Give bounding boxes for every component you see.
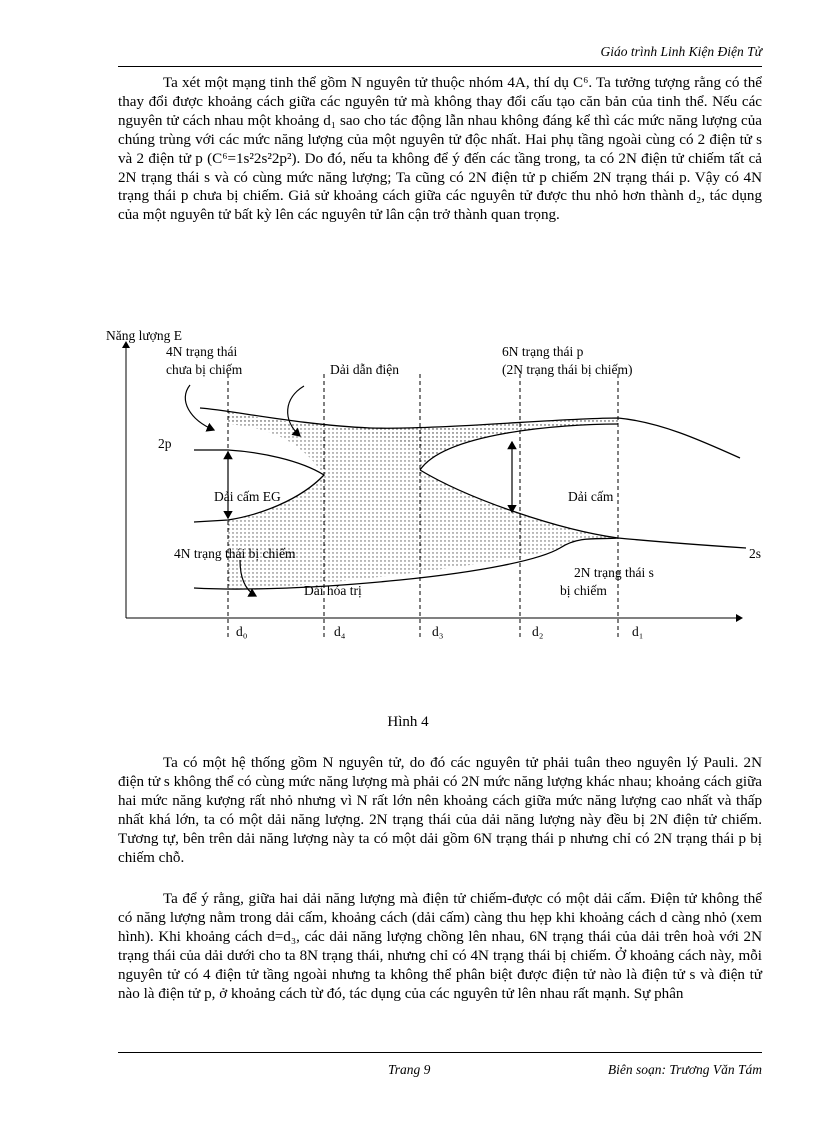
- label-4n-line2: chưa bị chiếm: [166, 362, 243, 377]
- label-6n-line1: 6N trạng thái p: [502, 344, 584, 359]
- label-2n-line1: 2N trạng thái s: [574, 565, 654, 580]
- paragraph-1: Ta xét một mạng tinh thể gồm N nguyên tử thuộc nhóm 4A, thí dụ C⁶. Ta tưởng tượng rằng có thể thay đổi được khoảng cách giữa các nguyên tử mà không thay đổi cấu tạo căn bản của tinh thể. Nếu các nguyên tử cách nhau một khoảng d₁ sao cho tác động lẫn nhau không đáng kể thì các mức năng lượng của chúng trùng với các mức năng lượng của một nguyên tử độc nhất. Hai phụ tầng ngoài cùng có 2 điện tử s và 2 điện tử p (C⁶=1s²2s²2p²). Do đó, nếu ta không để ý đến các tầng trong, ta có 2N điện tử chiếm tất cả 2N trạng thái s và có cùng mức năng lượng; Ta cũng có 2N điện tử p chiếm 2N trạng thái p. Vậy có 4N trạng thái p chưa bị chiếm. Giả sử khoảng cách giữa các nguyên tử được thu nhỏ hơn thành d₂, tác dụng của một nguyên tử bất kỳ lên các nguyên tử lân cận trở thành quan trọng.: [118, 75, 762, 224]
- footer-page-number: Trang 9: [388, 1062, 431, 1077]
- footer-rule: [118, 1052, 762, 1053]
- label-valence: Dải hóa trị: [304, 583, 362, 598]
- label-conduction: Dải dẫn điện: [330, 362, 399, 377]
- tick-label-d3: d₃: [432, 624, 444, 639]
- pointer-4n-unoccupied: [185, 385, 214, 430]
- energy-band-diagram: [0, 318, 816, 648]
- footer-author: Biên soạn: Trương Văn Tám: [607, 1062, 762, 1077]
- label-2s: 2s: [749, 546, 762, 561]
- label-2n-line2: bị chiếm: [560, 583, 607, 598]
- tick-label-d0: d₀: [236, 624, 248, 639]
- tick-label-d4: d₄: [334, 624, 346, 639]
- label-4n-occupied: 4N trạng thái bị chiếm: [174, 546, 296, 561]
- header-rule: [118, 66, 762, 67]
- label-6n-line2: (2N trạng thái bị chiếm): [502, 362, 633, 377]
- y-axis-label: Năng lượng E: [106, 328, 182, 343]
- tick-label-d2: d₂: [532, 624, 544, 639]
- label-gap: Dải cấm: [568, 489, 614, 504]
- paragraph-2: Ta có một hệ thống gồm N nguyên tử, do đó các nguyên tử phải tuân theo nguyên lý Pauli. 2N điện tử s không thể có cùng mức năng lượng mà phải có 2N mức năng lượng khác nhau; khoảng cách giữa hai mức năng kượng rất nhỏ nhưng vì N rất lớn nên khoảng cách giữa mức năng lượng cao nhất và thấp nhất khá lớn, ta có một dải năng lượng. 2N trạng thái của dải năng lượng này đều bị 2N điện tử chiếm. Tương tự, bên trên dải năng lượng này ta có một dải gồm 6N trạng thái p nhưng chỉ có 2N trạng thái p bị chiếm chỗ.: [118, 755, 762, 866]
- upper-inner-left: [194, 450, 324, 475]
- label-2p: 2p: [158, 436, 172, 451]
- figure-caption: Hình 4: [387, 714, 429, 730]
- page-header: Giáo trình Linh Kiện Điện Tử: [600, 44, 762, 59]
- paragraph-3: Ta để ý rằng, giữa hai dải năng lượng mà điện tử chiếm-được có một dải cấm. Điện tử không thể có năng lượng nằm trong dải cấm, khoảng cách (dải cấm) càng thu hẹp khi khoảng cách d càng nhỏ (xem hình). Khi khoảng cách d=d₃, các dải năng lượng chồng lên nhau, 6N trạng thái của dải trên hoà với 2N trạng thái của dải dưới cho ta 8N trạng thái, nhưng chỉ có 4N trạng thái bị chiếm. Ở khoảng cách này, mỗi nguyên tử có 4 điện tử tầng ngoài nhưng ta không thể phân biệt được điện tử nào là điện tử s và điện tử nào là điện tử p, ở khoảng cách từ đó, tác dụng của các nguyên tử lên nhau rất mạnh. Sự phân: [118, 891, 762, 1002]
- tick-label-d1: d₁: [632, 624, 644, 639]
- label-4n-line1: 4N trạng thái: [166, 344, 238, 359]
- label-gap-eg: Dải cấm EG: [214, 489, 281, 504]
